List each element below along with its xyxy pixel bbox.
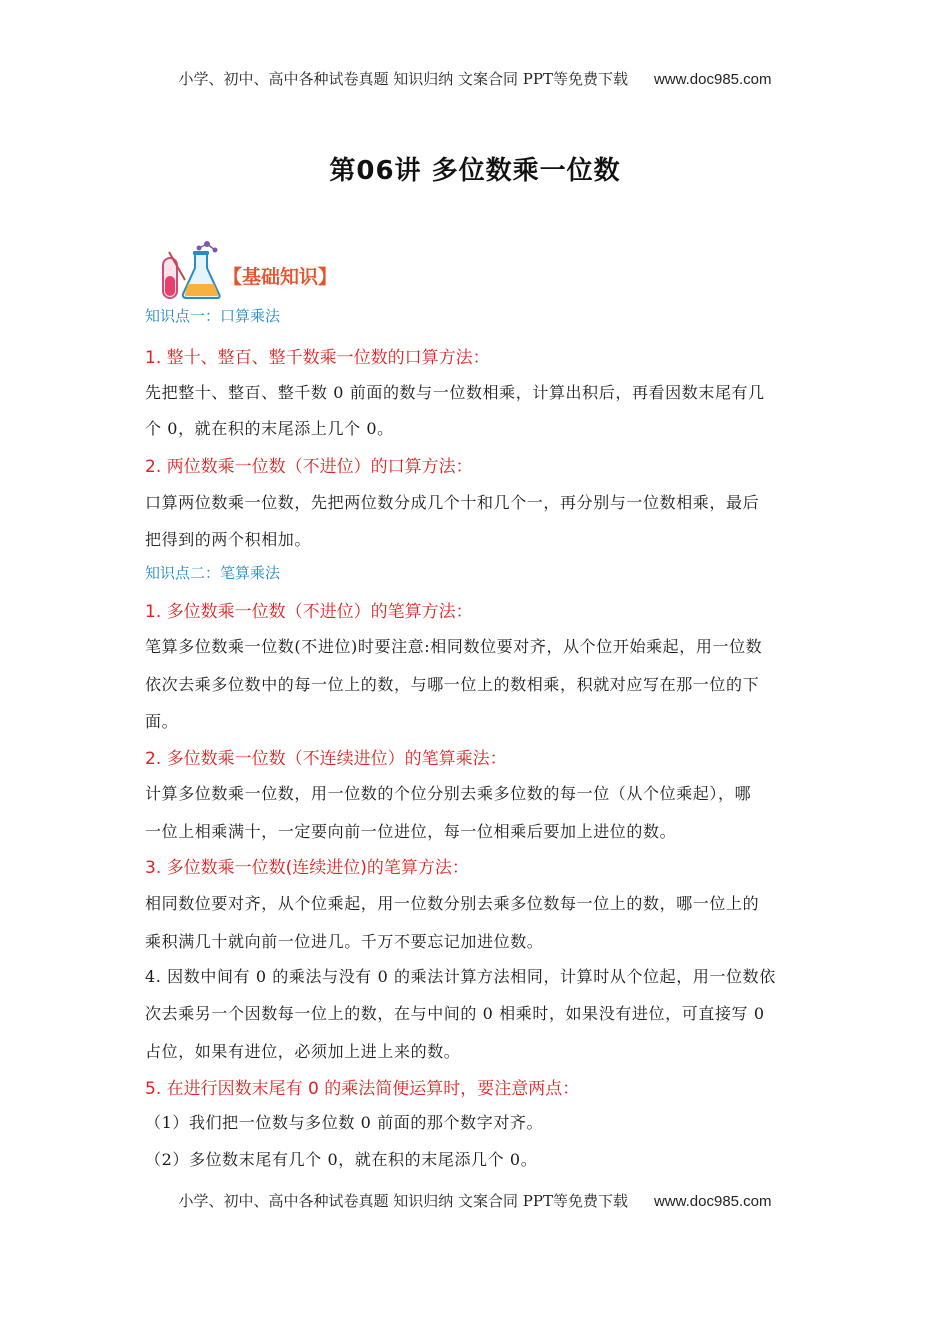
body-text-line: 依次去乘多位数中的每一位上的数，与哪一位上的数相乘，积就对应写在那一位的下 [145, 675, 760, 694]
body-text-line: 把得到的两个积相加。 [145, 530, 312, 549]
body-text-line: 计算多位数乘一位数，用一位数的个位分别去乘多位数的每一位（从个位乘起），哪 [145, 784, 752, 803]
header-text: 小学、初中、高中各种试卷真题 知识归纳 文案合同 PPT等免费下载 [178, 70, 628, 88]
body-text-line: 4. 因数中间有 0 的乘法与没有 0 的乘法计算方法相同，计算时从个位起，用一位数依 [145, 967, 776, 986]
body-text-line: 口算两位数乘一位数，先把两位数分成几个十和几个一，再分别与一位数相乘，最后 [145, 493, 760, 512]
body-text-line: 乘积满几十就向前一位进几。千万不要忘记加进位数。 [145, 932, 544, 951]
page-footer [0, 1190, 950, 1211]
body-text-line: 相同数位要对齐，从个位乘起，用一位数分别去乘多位数每一位上的数，哪一位上的 [145, 894, 760, 913]
body-text-line: 笔算多位数乘一位数(不进位)时要注意:相同数位要对齐，从个位开始乘起，用一位数 [145, 637, 763, 656]
body-text-line: 占位，如果有进位，必须加上进上来的数。 [145, 1042, 461, 1061]
body-text-line: 次去乘另一个因数每一位上的数，在与中间的 0 相乘时，如果没有进位，可直接写 0 [145, 1004, 765, 1023]
knowledge-point-label: 知识点一：口算乘法 [145, 307, 281, 325]
body-text-line: （2）多位数末尾有几个 0，就在积的末尾添几个 0。 [145, 1150, 538, 1169]
section-label: 【基础知识】 [223, 266, 338, 288]
page-header [0, 68, 950, 89]
rule-heading: 1. 整十、整百、整千数乘一位数的口算方法： [145, 348, 490, 368]
knowledge-point-label: 知识点二：笔算乘法 [145, 564, 281, 582]
body-text-line: 先把整十、整百、整千数 0 前面的数与一位数相乘，计算出积后，再看因数末尾有几 [145, 383, 765, 402]
body-text-line: （1）我们把一位数与多位数 0 前面的那个数字对齐。 [145, 1113, 544, 1132]
footer-text: 小学、初中、高中各种试卷真题 知识归纳 文案合同 PPT等免费下载 [178, 1192, 628, 1210]
flask-icon [155, 238, 225, 302]
rule-heading: 3. 多位数乘一位数(连续进位)的笔算方法： [145, 858, 469, 878]
rule-heading: 2. 多位数乘一位数（不连续进位）的笔算乘法： [145, 749, 507, 769]
rule-heading: 1. 多位数乘一位数（不进位）的笔算方法： [145, 602, 473, 622]
footer-site-link[interactable]: www.doc985.com [653, 1193, 772, 1210]
body-text-line: 面。 [145, 712, 179, 731]
section-header [155, 238, 415, 302]
body-text-line: 一位上相乘满十，一定要向前一位进位，每一位相乘后要加上进位的数。 [145, 822, 677, 841]
rule-heading: 5. 在进行因数末尾有 0 的乘法简便运算时，要注意两点： [145, 1079, 580, 1099]
page-title: 第06讲 多位数乘一位数 [329, 156, 621, 186]
header-site-link[interactable]: www.doc985.com [653, 71, 772, 88]
body-text-line: 个 0，就在积的末尾添上几个 0。 [145, 419, 394, 438]
rule-heading: 2. 两位数乘一位数（不进位）的口算方法： [145, 457, 473, 477]
